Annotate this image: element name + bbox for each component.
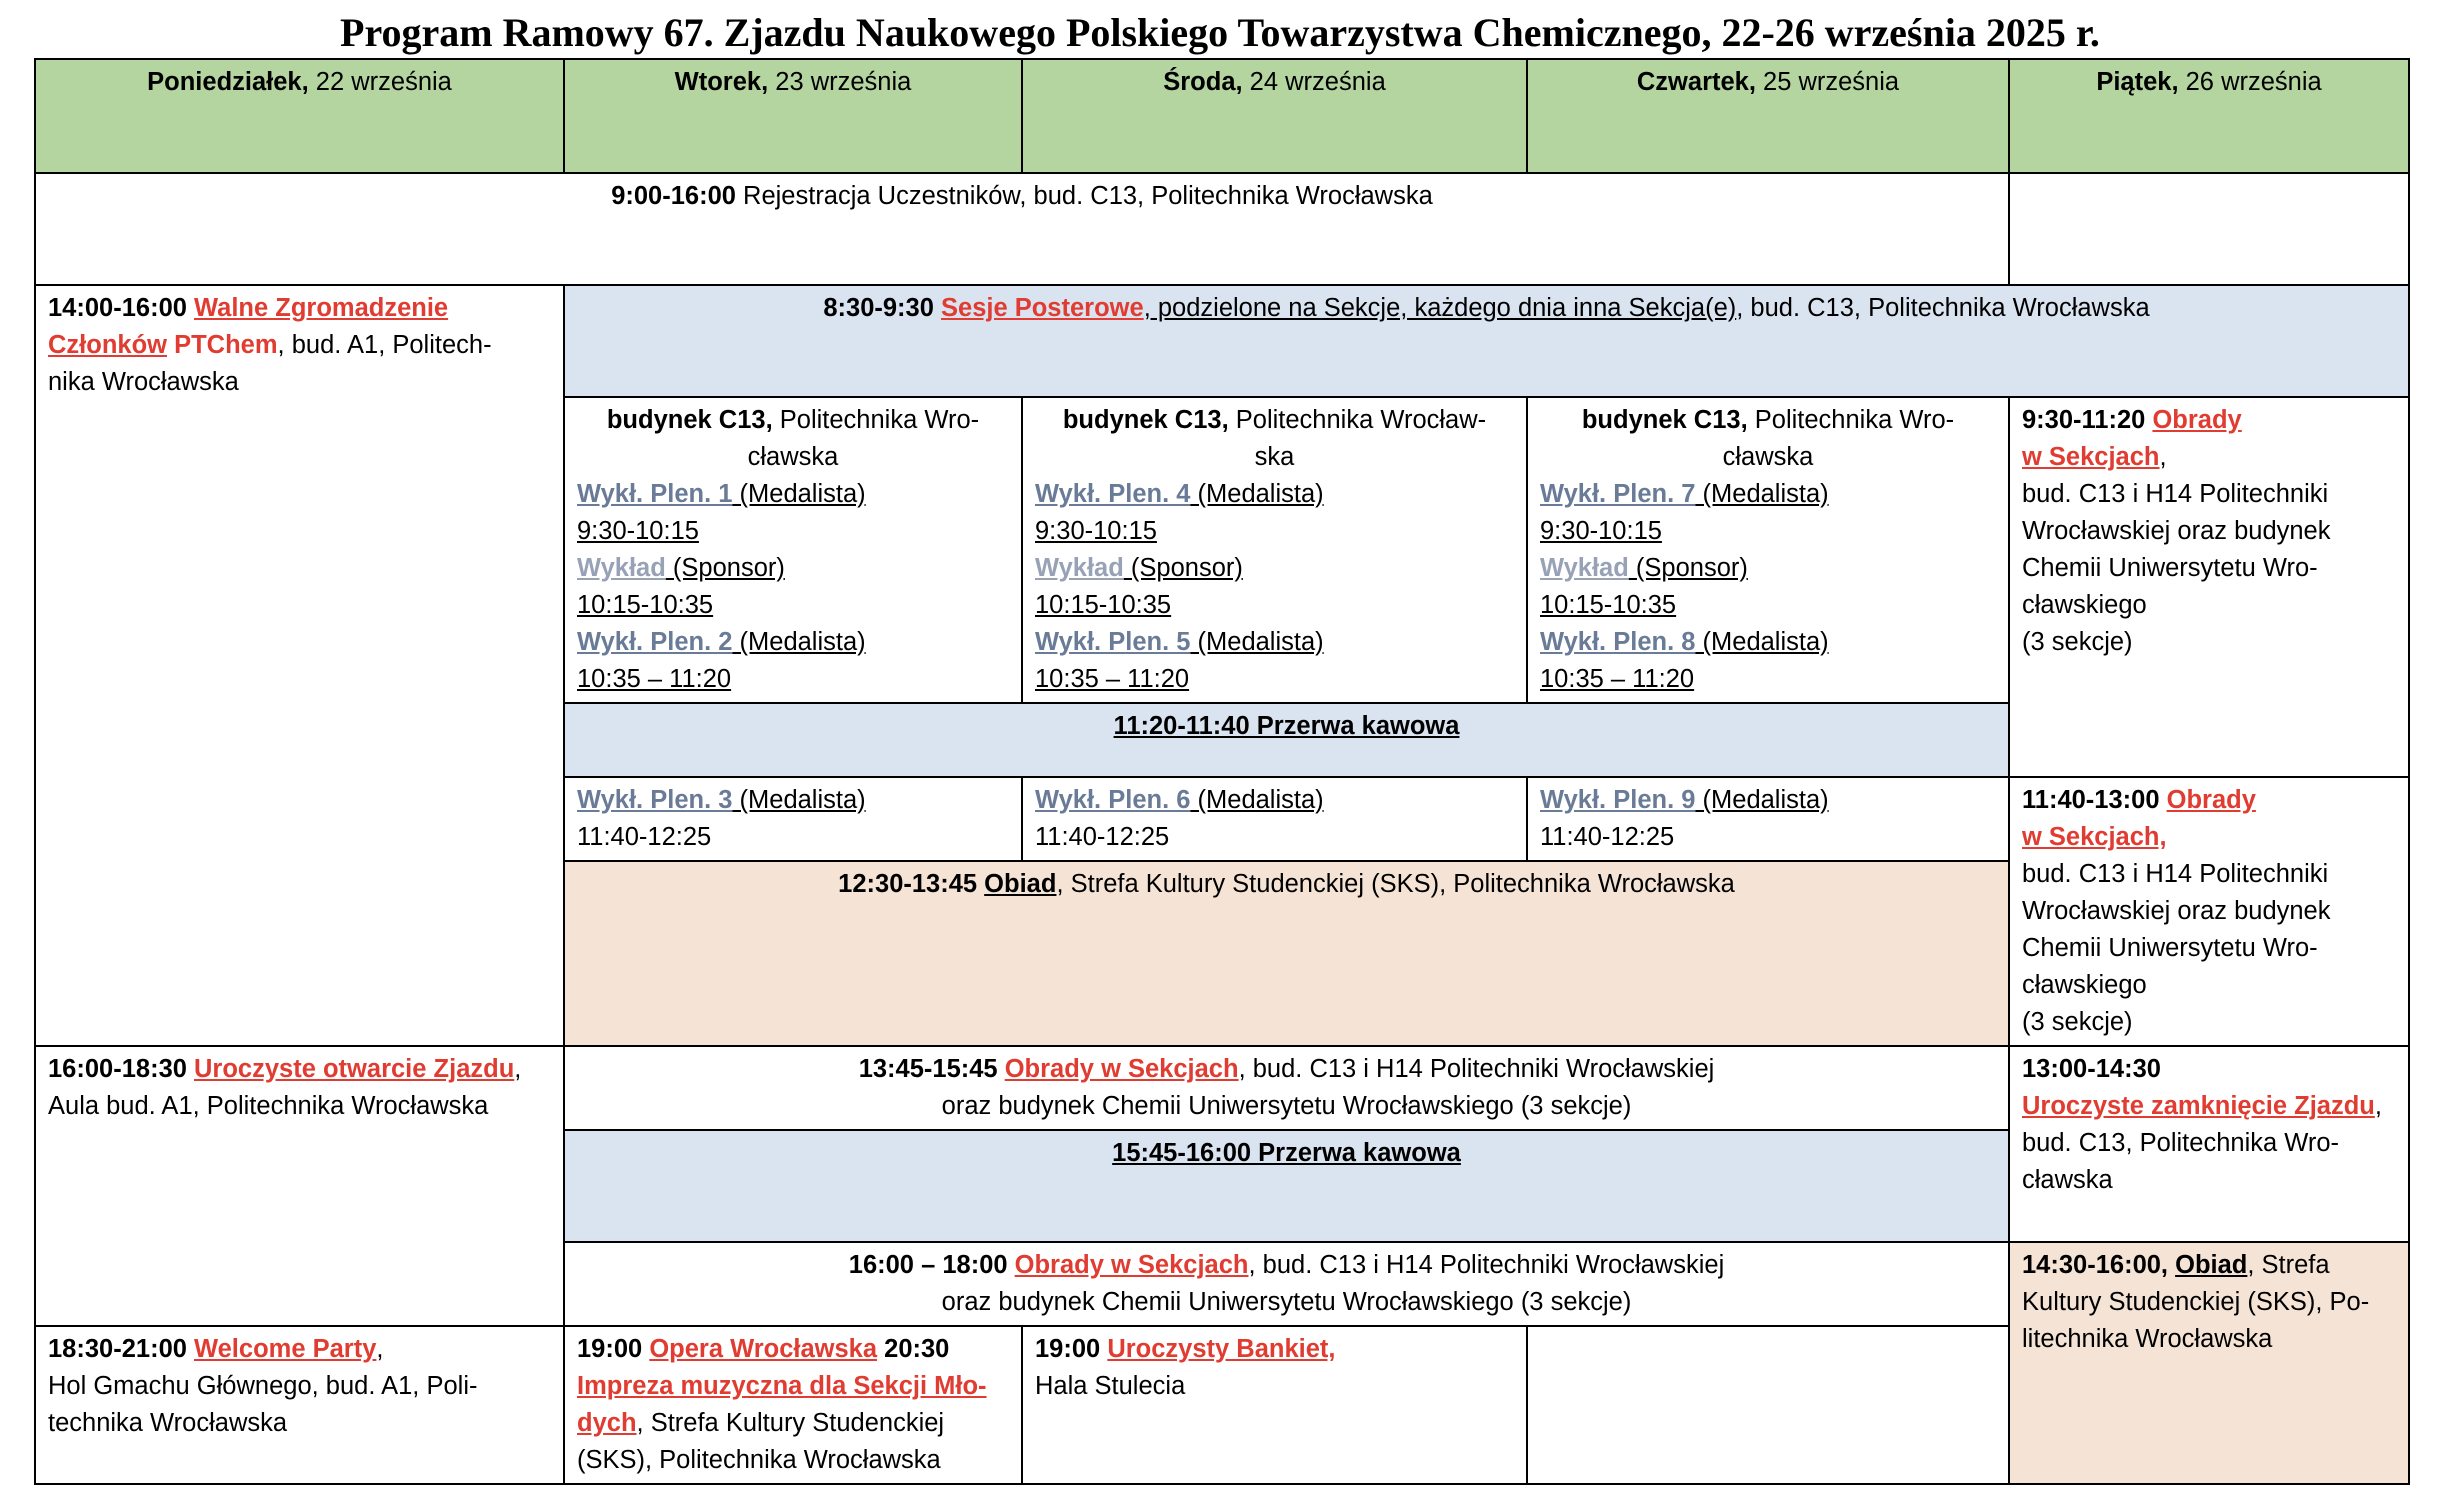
plenary-5-link[interactable]: Wykł. Plen. 5 (1035, 628, 1191, 656)
plenary-1-link[interactable]: Wykł. Plen. 1 (577, 480, 733, 508)
coffee-break-1: 11:20-11:40 Przerwa kawowa (564, 703, 2009, 777)
thursday-evening-empty-cell (1527, 1326, 2009, 1484)
wednesday-plenary-6-cell: Wykł. Plen. 6 (Medalista) 11:40-12:25 (1022, 777, 1527, 861)
sponsor-lecture-link[interactable]: Wykład (1540, 554, 1629, 582)
day-header-monday: Poniedziałek, 22 września (35, 59, 564, 173)
sessions-link-1[interactable]: Obrady w Sekcjach (1004, 1055, 1239, 1083)
friday-sessions-morning-cell: 9:30-11:20 Obrady w Sekcjach, bud. C13 i H14 Politechniki Wrocławskiej oraz budynek Chemii Uniwersytetu Wro- cławskiego (3 sekcje) (2009, 397, 2409, 777)
sponsor-lecture-link[interactable]: Wykład (577, 554, 666, 582)
friday-lunch-cell: 14:30-16:00, Obiad, Strefa Kultury Studenckiej (SKS), Po- litechnika Wrocławska (2009, 1242, 2409, 1484)
sessions-afternoon-cell: 13:45-15:45 Obrady w Sekcjach, bud. C13 i H14 Politechniki Wrocławskiej oraz budynek Chemii Uniwersytetu Wrocławskiego (3 sekcje) (564, 1046, 2009, 1130)
page-title: Program Ramowy 67. Zjazdu Naukowego Polskiego Towarzystwa Chemicznego, 22-26 września 2025 r. (340, 10, 2100, 55)
plenary-4-link[interactable]: Wykł. Plen. 4 (1035, 480, 1191, 508)
poster-session-cell: 8:30-9:30 Sesje Posterowe, podzielone na Sekcje, każdego dnia inna Sekcja(e), bud. C13, Politechnika Wrocławska (564, 285, 2409, 397)
plenary-3-link[interactable]: Wykł. Plen. 3 (577, 786, 733, 814)
friday-closing-cell: 13:00-14:30 Uroczyste zamknięcie Zjazdu, bud. C13, Politechnika Wro- cławska (2009, 1046, 2409, 1242)
sessions-evening-cell: 16:00 – 18:00 Obrady w Sekcjach, bud. C13 i H14 Politechniki Wrocławskiej oraz budynek Chemii Uniwersytetu Wrocławskiego (3 sekcje) (564, 1242, 2009, 1326)
banquet-link[interactable]: Uroczysty Bankiet, (1107, 1335, 1336, 1363)
lunch-cell: 12:30-13:45 Obiad, Strefa Kultury Studenckiej (SKS), Politechnika Wrocławska (564, 861, 2009, 1046)
plenary-8-link[interactable]: Wykł. Plen. 8 (1540, 628, 1696, 656)
friday-sessions-link-1b[interactable]: w Sekcjach (2022, 443, 2160, 471)
registration-cell: 9:00-16:00 Rejestracja Uczestników, bud. C13, Politechnika Wrocławska (35, 173, 2009, 285)
music-event-link[interactable]: Impreza muzyczna dla Sekcji Mło- (577, 1372, 987, 1400)
monday-assembly-cell: 14:00-16:00 Walne Zgromadzenie Członków PTChem, bud. A1, Politech- nika Wrocławska (35, 285, 564, 1046)
day-header-friday: Piątek, 26 września (2009, 59, 2409, 173)
tuesday-lectures-cell: budynek C13, Politechnika Wro- cławska Wykł. Plen. 1 (Medalista) 9:30-10:15 Wykład (Sponsor) 10:15-10:35 Wykł. Plen. 2 (Medalista) 10:35 – 11:20 (564, 397, 1022, 703)
closing-ceremony-link[interactable]: Uroczyste zamknięcie Zjazdu (2022, 1092, 2375, 1120)
monday-welcome-cell: 18:30-21:00 Welcome Party, Hol Gmachu Głównego, bud. A1, Poli- technika Wrocławska (35, 1326, 564, 1484)
day-header-tuesday: Wtorek, 23 września (564, 59, 1022, 173)
welcome-party-link[interactable]: Welcome Party (194, 1335, 377, 1363)
opera-link[interactable]: Opera Wrocławska (649, 1335, 878, 1363)
coffee-break-2: 15:45-16:00 Przerwa kawowa (564, 1130, 2009, 1242)
poster-sessions-link[interactable]: Sesje Posterowe (941, 294, 1144, 322)
plenary-6-link[interactable]: Wykł. Plen. 6 (1035, 786, 1191, 814)
opening-ceremony-link[interactable]: Uroczyste otwarcie Zjazdu (194, 1055, 515, 1083)
assembly-link[interactable]: Walne Zgromadzenie (194, 294, 449, 322)
lunch-link[interactable]: Obiad (984, 870, 1057, 899)
sessions-link-2[interactable]: Obrady w Sekcjach (1014, 1251, 1249, 1279)
day-header-thursday: Czwartek, 25 września (1527, 59, 2009, 173)
friday-sessions-link-2[interactable]: Obrady (2166, 786, 2256, 814)
thursday-lectures-cell: budynek C13, Politechnika Wro- cławska Wykł. Plen. 7 (Medalista) 9:30-10:15 Wykład (Sponsor) 10:15-10:35 Wykł. Plen. 8 (Medalista) 10:35 – 11:20 (1527, 397, 2009, 703)
friday-empty-cell (2009, 173, 2409, 285)
wednesday-evening-cell: 19:00 Uroczysty Bankiet, Hala Stulecia (1022, 1326, 1527, 1484)
tuesday-plenary-3-cell: Wykł. Plen. 3 (Medalista) 11:40-12:25 (564, 777, 1022, 861)
thursday-plenary-9-cell: Wykł. Plen. 9 (Medalista) 11:40-12:25 (1527, 777, 2009, 861)
day-header-wednesday: Środa, 24 września (1022, 59, 1527, 173)
ptchem-label: PTChem (167, 331, 278, 359)
friday-sessions-link-1[interactable]: Obrady (2152, 406, 2242, 434)
wednesday-lectures-cell: budynek C13, Politechnika Wrocław- ska Wykł. Plen. 4 (Medalista) 9:30-10:15 Wykład (Sponsor) 10:15-10:35 Wykł. Plen. 5 (Medalista) 10:35 – 11:20 (1022, 397, 1527, 703)
plenary-7-link[interactable]: Wykł. Plen. 7 (1540, 480, 1696, 508)
tuesday-evening-cell: 19:00 Opera Wrocławska 20:30 Impreza muzyczna dla Sekcji Mło- dych, Strefa Kultury Studenckiej (SKS), Politechnika Wrocławska (564, 1326, 1022, 1484)
plenary-2-link[interactable]: Wykł. Plen. 2 (577, 628, 733, 656)
friday-sessions-midday-cell: 11:40-13:00 Obrady w Sekcjach, bud. C13 i H14 Politechniki Wrocławskiej oraz budynek Chemii Uniwersytetu Wro- cławskiego (3 sekcje) (2009, 777, 2409, 1046)
friday-lunch-link[interactable]: Obiad (2175, 1251, 2248, 1279)
friday-sessions-link-2b[interactable]: w Sekcjach, (2022, 823, 2167, 851)
plenary-9-link[interactable]: Wykł. Plen. 9 (1540, 786, 1696, 814)
members-link[interactable]: Członków (48, 331, 167, 359)
monday-opening-cell: 16:00-18:30 Uroczyste otwarcie Zjazdu, Aula bud. A1, Politechnika Wrocławska (35, 1046, 564, 1326)
program-table (34, 58, 2410, 1485)
music-event-link-b[interactable]: dych (577, 1409, 637, 1437)
sponsor-lecture-link[interactable]: Wykład (1035, 554, 1124, 582)
